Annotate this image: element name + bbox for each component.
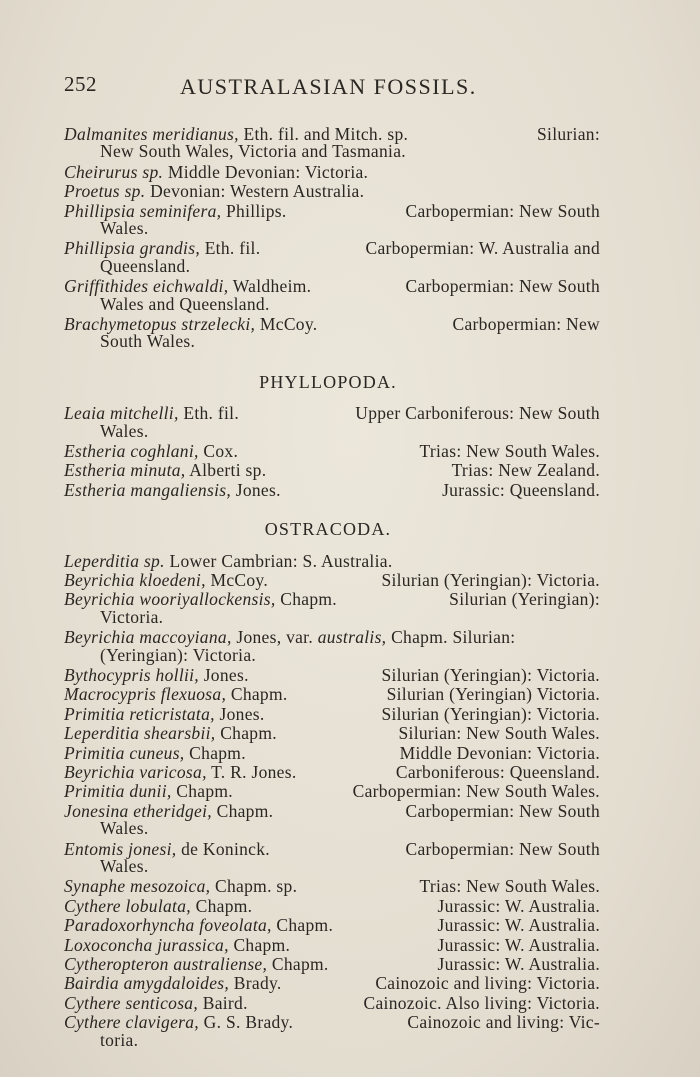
taxon-continuation: Wales. [100, 818, 149, 839]
taxon-continuation: Wales. [100, 856, 149, 876]
page-number: 252 [64, 72, 97, 96]
taxon-citation [64, 762, 297, 783]
taxon-citation [64, 181, 364, 202]
taxon-name: Proetus sp. [64, 181, 146, 202]
taxon-horizon-locality: Jurassic: W. Australia. [437, 915, 600, 936]
taxon-name: Leperditia shearsbii, [64, 723, 216, 744]
taxon-continuation: toria. [100, 1029, 139, 1050]
taxon-authority: Jones. [203, 665, 249, 685]
taxon-authority: Waldheim. [232, 276, 312, 297]
taxon-authority: T. R. Jones. [211, 762, 297, 782]
taxon-entry [64, 570, 600, 591]
taxon-name: Estheria minuta, [64, 460, 186, 481]
taxon-name: Loxoconcha jurassica, [64, 934, 229, 955]
taxon-name: Leaia mitchelli, [64, 403, 179, 424]
taxon-authority: Chapm. [220, 723, 277, 744]
taxon-name: Cythere senticosa, [64, 992, 199, 1013]
taxon-authority: Lower Cambrian: S. Australia. [169, 550, 393, 571]
taxon-name: Entomis jonesi, [64, 838, 177, 859]
taxon-horizon-locality: Carbopermian: New South Wales. [352, 781, 600, 802]
taxon-citation [64, 665, 249, 686]
taxon-horizon-locality: Trias: New South Wales. [419, 441, 600, 461]
taxon-citation [64, 839, 270, 860]
taxon-entry [64, 441, 600, 462]
taxon-authority: Chapm. [176, 781, 233, 802]
taxon-citation [64, 201, 287, 222]
taxon-entry [64, 162, 600, 183]
taxon-entry [64, 954, 600, 975]
taxon-horizon-locality: Carbopermian: New South [405, 838, 600, 859]
taxon-horizon-locality: Jurassic: Queensland. [442, 479, 600, 500]
taxon-horizon-locality: Carbopermian: New [452, 314, 600, 334]
taxon-name: Beyrichia kloedeni, [64, 570, 206, 590]
taxon-horizon-locality: Carboniferous: Queensland. [395, 762, 600, 782]
taxon-name: Estheria coghlani, [64, 441, 199, 461]
taxon-authority: Cox. [203, 441, 239, 461]
taxon-horizon-locality: Cainozoic. Also living: Victoria. [363, 992, 600, 1013]
taxon-entry [64, 935, 600, 956]
taxon-authority: Jones. [219, 703, 265, 724]
taxon-authority: Chapm. [230, 684, 288, 705]
taxon-name: Cheirurus sp. [64, 161, 164, 182]
taxon-entry [64, 1012, 600, 1033]
taxon-authority: Baird. [202, 992, 248, 1013]
taxon-horizon-locality: Cainozoic and living: Victoria. [375, 973, 600, 994]
taxon-citation [64, 162, 368, 183]
taxon-citation [64, 551, 393, 572]
taxon-continuation: Wales and Queensland. [100, 293, 270, 314]
taxon-authority: Jones. [235, 479, 281, 500]
taxon-authority: Chapm. [195, 895, 253, 916]
taxon-horizon-locality: Jurassic: W. Australia. [437, 954, 600, 974]
taxon-entry [64, 973, 600, 994]
taxon-citation [64, 723, 277, 744]
taxon-horizon-locality: Carbopermian: New South [405, 800, 600, 821]
taxon-name: Paradoxorhyncha foveolata, [64, 915, 272, 936]
taxon-name: Bythocypris hollii, [64, 665, 199, 685]
taxon-horizon-locality: Silurian: [537, 124, 600, 144]
taxon-citation [64, 704, 265, 725]
taxon-citation [64, 915, 333, 936]
taxon-name: Dalmanites meridianus, [64, 124, 239, 144]
taxon-horizon-locality: Upper Carboniferous: New South [355, 403, 600, 424]
taxon-continuation: Queensland. [100, 255, 191, 276]
taxon-citation [64, 954, 329, 975]
taxon-horizon-locality: Jurassic: W. Australia. [437, 895, 600, 916]
taxon-name: Synaphe mesozoica, [64, 876, 211, 897]
section-heading: OSTRACODA. [264, 519, 392, 540]
taxon-continuation: Wales. [100, 218, 149, 238]
taxon-continuation: (Yeringian): Victoria. [100, 644, 257, 665]
taxon-continuation: Wales. [100, 420, 149, 441]
taxon-horizon-locality: Silurian: New South Wales. [398, 723, 600, 744]
taxon-name: Cytheropteron australiense, [64, 954, 268, 974]
taxon-authority: de Koninck. [181, 838, 270, 859]
taxon-citation [64, 743, 246, 764]
taxon-authority: Chapm. [271, 954, 329, 974]
taxon-authority: McCoy. [259, 314, 318, 334]
taxon-authority: Eth. fil. [183, 403, 240, 424]
taxon-name: Estheria mangaliensis, [64, 479, 232, 500]
taxon-horizon-locality: Cainozoic and living: Vic- [407, 1012, 600, 1033]
taxon-horizon-locality: Carbopermian: New South [405, 276, 600, 297]
taxon-authority: Devonian: Western Australia. [150, 181, 365, 202]
taxon-authority: Brady. [233, 973, 282, 994]
taxon-entry [64, 460, 600, 481]
taxon-citation [64, 441, 238, 462]
taxon-authority: Chapm. [280, 589, 337, 610]
taxon-entry [64, 704, 600, 725]
taxon-citation [64, 876, 297, 897]
taxon-entry [64, 993, 600, 1014]
taxon-name: Cythere clavigera, [64, 1012, 199, 1033]
taxon-name: Primitia cuneus, [64, 742, 185, 763]
taxon-authority: Eth. fil. and Mitch. sp. [243, 124, 409, 144]
taxon-variety-name: australis, [317, 627, 387, 648]
taxon-continuation: New South Wales, Victoria and Tasmania. [100, 141, 406, 162]
taxon-citation [64, 403, 239, 424]
taxon-citation [64, 973, 282, 994]
taxon-entry [64, 551, 600, 572]
taxon-name: Cythere lobulata, [64, 895, 191, 916]
taxon-citation [64, 781, 233, 802]
taxon-name: Bairdia amygdaloides, [64, 973, 230, 994]
taxon-horizon: Chapm. Silurian: [391, 627, 516, 648]
taxon-horizon-locality: Silurian (Yeringian): Victoria. [381, 570, 600, 590]
taxon-horizon-locality: Carbopermian: W. Australia and [365, 238, 600, 259]
taxon-entry [64, 181, 600, 202]
taxon-citation [64, 480, 281, 501]
taxon-name: Phillipsia grandis, [64, 238, 200, 259]
taxon-name: Beyrichia varicosa, [64, 762, 207, 782]
taxon-citation [64, 570, 268, 591]
taxon-name: Primitia reticristata, [64, 703, 215, 724]
taxon-name: Griffithides eichwaldi, [64, 276, 229, 297]
taxon-continuation: South Wales. [100, 331, 196, 352]
taxon-authority: Eth. fil. [204, 238, 261, 259]
taxon-name: Jonesina etheridgei, [64, 800, 212, 821]
taxon-authority: Chapm. [233, 934, 291, 955]
taxon-horizon-locality: Trias: New South Wales. [419, 876, 600, 897]
taxon-continuation: Victoria. [100, 606, 164, 627]
taxon-citation [64, 460, 266, 481]
taxon-citation [64, 993, 248, 1014]
taxon-authority: G. S. Brady. [203, 1012, 294, 1033]
taxon-entry [64, 876, 600, 897]
taxon-horizon-locality: Silurian (Yeringian) Victoria. [386, 684, 600, 705]
taxon-authority: Chapm. [276, 915, 334, 936]
taxon-name: Brachymetopus strzelecki, [64, 314, 256, 334]
taxon-authority: Middle Devonian: Victoria. [167, 161, 369, 182]
taxon-authority: Jones, var. [236, 627, 314, 648]
taxon-entry [64, 896, 600, 917]
taxon-citation [64, 896, 252, 917]
taxon-horizon-locality: Silurian (Yeringian): Victoria. [381, 703, 600, 724]
taxon-horizon-locality: Trias: New Zealand. [451, 460, 600, 481]
taxon-horizon-locality: Middle Devonian: Victoria. [399, 742, 600, 763]
taxon-name: Beyrichia maccoyiana, [64, 627, 232, 648]
taxon-name: Macrocypris flexuosa, [64, 684, 227, 705]
taxon-entry [64, 480, 600, 501]
taxon-entry [64, 665, 600, 686]
taxon-horizon-locality: Carbopermian: New South [405, 200, 600, 221]
taxon-citation [64, 935, 290, 956]
taxon-name: Leperditia sp. [64, 550, 165, 571]
taxon-entry [64, 915, 600, 936]
taxon-name: Primitia dunii, [64, 781, 172, 802]
taxon-authority: Chapm. [189, 742, 246, 763]
taxon-authority: Alberti sp. [189, 460, 267, 481]
taxon-entry [64, 723, 600, 744]
taxon-entry [64, 781, 600, 802]
taxon-name: Phillipsia seminifera, [64, 200, 222, 221]
taxon-authority: Phillips. [225, 200, 287, 221]
taxon-citation [64, 1012, 293, 1033]
running-title: AUSTRALASIAN FOSSILS. [180, 74, 477, 99]
taxon-authority: Chapm. sp. [215, 876, 298, 897]
taxon-entry [64, 762, 600, 783]
taxon-entry [64, 684, 600, 705]
taxon-citation [64, 801, 273, 822]
section-heading: PHYLLOPODA. [259, 371, 397, 392]
taxon-horizon-locality: Jurassic: W. Australia. [437, 934, 600, 955]
taxon-citation [64, 684, 288, 705]
taxon-entry [64, 743, 600, 764]
taxon-horizon-locality: Silurian (Yeringian): Victoria. [381, 665, 600, 685]
taxon-horizon-locality: Silurian (Yeringian): [449, 589, 600, 610]
taxon-authority: McCoy. [210, 570, 268, 590]
taxon-name: Beyrichia wooriyallockensis, [64, 589, 276, 610]
taxon-authority: Chapm. [216, 800, 274, 821]
